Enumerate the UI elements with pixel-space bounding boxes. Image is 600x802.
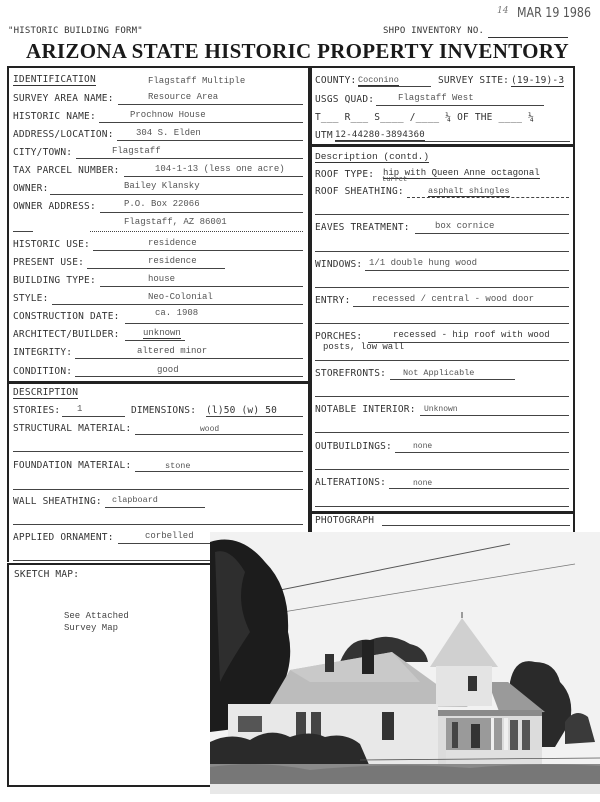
historic-use-label: HISTORIC USE:	[13, 239, 90, 250]
porches-value-line1: recessed - hip roof with wood	[393, 330, 550, 340]
shpo-inventory-field	[488, 37, 568, 38]
entry-label: ENTRY:	[315, 295, 351, 306]
description-heading: DESCRIPTION	[13, 387, 79, 398]
survey-area-value-line1: Flagstaff Multiple	[148, 76, 246, 86]
survey-site-label: SURVEY SITE:	[438, 75, 510, 86]
integrity-label: INTEGRITY:	[13, 347, 73, 358]
windows-label: WINDOWS:	[315, 259, 363, 270]
notable-interior-value: Unknown	[424, 405, 458, 414]
house-photo-illustration	[210, 532, 600, 794]
style-label: STYLE:	[13, 293, 49, 304]
stories-value: 1	[77, 404, 83, 414]
present-use-value: residence	[148, 256, 197, 266]
township-range-section: T___ R___ S____ /____ ¼ OF THE ____ ¼	[315, 112, 535, 123]
roof-sheathing-value: asphalt shingles	[428, 186, 510, 196]
survey-area-label: SURVEY AREA NAME:	[13, 93, 114, 104]
architect-label: ARCHITECT/BUILDER:	[13, 329, 120, 340]
applied-ornament-value: corbelled	[145, 531, 194, 541]
alterations-value: none	[413, 479, 433, 488]
owner-address-line1: P.O. Box 22066	[124, 199, 200, 209]
city-value: Flagstaff	[112, 146, 161, 156]
storefronts-label: STOREFRONTS:	[315, 368, 387, 379]
architect-value: unknown	[143, 328, 181, 338]
notable-interior-label: NOTABLE INTERIOR:	[315, 404, 416, 415]
form-name: "HISTORIC BUILDING FORM"	[8, 26, 143, 36]
condition-value: good	[157, 365, 179, 375]
identification-heading: IDENTIFICATION	[13, 74, 96, 85]
usgs-quad-label: USGS QUAD:	[315, 94, 375, 105]
roof-type-value: hip with Queen Anne octagonal	[383, 168, 540, 178]
sketch-map-note-line1: See Attached	[64, 611, 129, 621]
tax-parcel-label: TAX PARCEL NUMBER:	[13, 165, 120, 176]
sketch-map-note-line2: Survey Map	[64, 623, 119, 633]
shpo-label: SHPO INVENTORY NO.	[383, 26, 485, 36]
sketch-map-box	[7, 563, 219, 787]
eaves-label: EAVES TREATMENT:	[315, 222, 410, 233]
applied-ornament-label: APPLIED ORNAMENT:	[13, 532, 114, 543]
description-contd-box	[310, 145, 575, 513]
dimensions-value: (l)50 (w) 50	[206, 405, 278, 416]
wall-sheathing-label: WALL SHEATHING:	[13, 496, 102, 507]
owner-value: Bailey Klansky	[124, 181, 200, 191]
eaves-value: box cornice	[435, 221, 495, 231]
house-photograph	[210, 532, 600, 794]
utm-value: 12-44280-3894360	[335, 130, 425, 140]
roof-type-extra: turret	[382, 176, 408, 184]
dimensions-label: DIMENSIONS:	[131, 405, 197, 416]
utm-label: UTM	[315, 130, 333, 141]
photograph-label: PHOTOGRAPH	[315, 515, 375, 526]
storefronts-value: Not Applicable	[403, 368, 475, 378]
sketch-map-label: SKETCH MAP:	[14, 569, 80, 580]
construction-date-label: CONSTRUCTION DATE:	[13, 311, 120, 322]
outbuildings-value: none	[413, 442, 433, 451]
construction-date-value: ca. 1908	[155, 308, 199, 318]
alterations-label: ALTERATIONS:	[315, 477, 387, 488]
porches-label: PORCHES:	[315, 331, 363, 342]
usgs-quad-value: Flagstaff West	[398, 93, 474, 103]
windows-value: 1/1 double hung wood	[369, 258, 478, 268]
stamp-initials: 14	[497, 6, 509, 16]
building-type-label: BUILDING TYPE:	[13, 275, 96, 286]
wall-sheathing-value: clapboard	[112, 495, 158, 505]
building-type-value: house	[148, 274, 176, 284]
address-label: ADDRESS/LOCATION:	[13, 129, 114, 140]
received-date-stamp: MAR 19 1986	[517, 6, 591, 21]
historic-name-label: HISTORIC NAME:	[13, 111, 96, 122]
stories-label: STORIES:	[13, 405, 61, 416]
structural-material-label: STRUCTURAL MATERIAL:	[13, 423, 132, 434]
tax-parcel-value: 104-1-13 (less one acre)	[155, 164, 285, 174]
roof-sheathing-label: ROOF SHEATHING:	[315, 186, 404, 197]
porches-value-line2: posts, low wall	[323, 342, 405, 352]
county-label: COUNTY:	[315, 75, 357, 86]
survey-area-value-line2: Resource Area	[148, 92, 219, 102]
survey-site-value: (19-19)-3	[511, 75, 565, 86]
structural-material-value: wood	[200, 425, 220, 434]
foundation-material-value: stone	[165, 461, 191, 471]
historic-name-value: Prochnow House	[130, 110, 206, 120]
roof-type-label: ROOF TYPE:	[315, 169, 375, 180]
outbuildings-label: OUTBUILDINGS:	[315, 441, 392, 452]
present-use-label: PRESENT USE:	[13, 257, 85, 268]
description-contd-heading: Description (contd.)	[315, 151, 430, 162]
owner-label: OWNER:	[13, 183, 49, 194]
address-value: 304 S. Elden	[136, 128, 201, 138]
integrity-value: altered minor	[137, 346, 208, 356]
historic-use-value: residence	[148, 238, 197, 248]
page-title: ARIZONA STATE HISTORIC PROPERTY INVENTORY	[26, 39, 569, 63]
condition-label: CONDITION:	[13, 366, 73, 377]
city-label: CITY/TOWN:	[13, 147, 73, 158]
owner-address-label: OWNER ADDRESS:	[13, 201, 96, 212]
county-value: Coconino	[358, 75, 399, 85]
foundation-material-label: FOUNDATION MATERIAL:	[13, 460, 132, 471]
owner-address-line2: Flagstaff, AZ 86001	[124, 217, 227, 227]
entry-value: recessed / central - wood door	[372, 294, 535, 304]
style-value: Neo-Colonial	[148, 292, 213, 302]
